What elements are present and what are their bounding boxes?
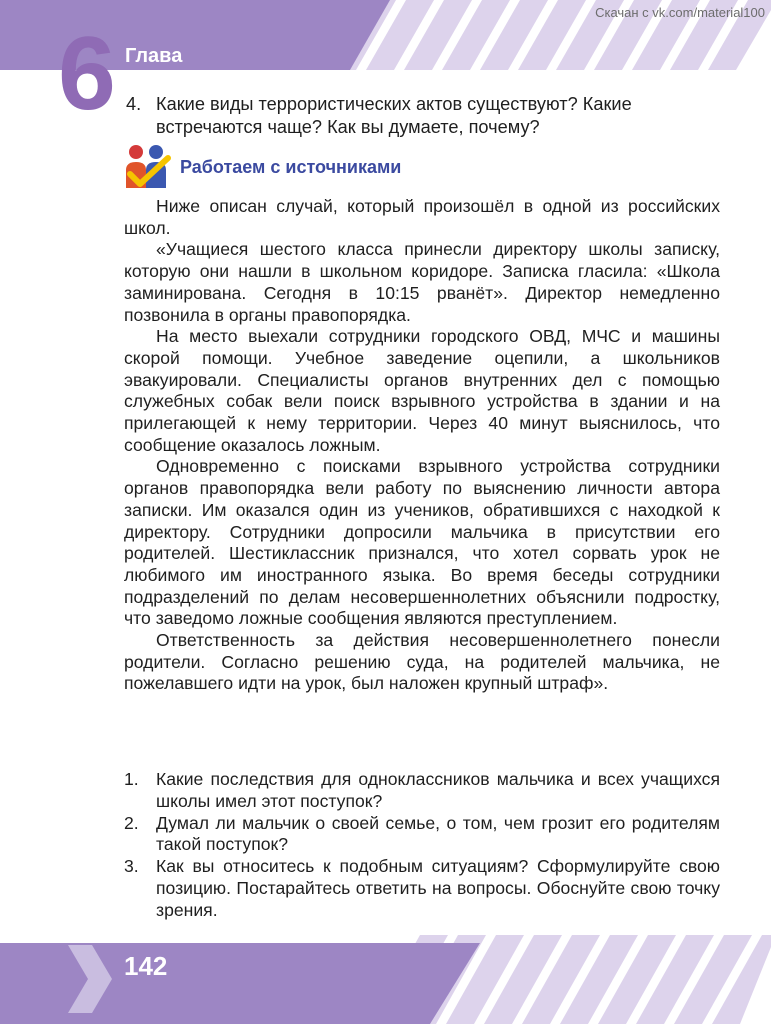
paragraph: «Учащиеся шестого класса принесли директору школы записку, которую они нашли в школьном коридоре. Записка гласила: «Школа заминирована. Сегодня в 10:15 рванёт». Директор немедленно позвонила в органы правопорядка. xyxy=(124,239,720,325)
chapter-number: 6 xyxy=(58,16,114,132)
question-text: Как вы относитесь к подобным ситуациям? Сформулируйте свою позицию. Постарайтесь ответить на вопросы. Обоснуйте свою точку зрения. xyxy=(156,856,720,920)
question-text: Какие последствия для одноклассников мальчика и всех учащихся школы имел этот поступок? xyxy=(156,769,720,811)
paragraph: Одновременно с поисками взрывного устройства сотрудники органов правопорядка вели работу по выяснению личности автора записки. Им оказался один из учеников, обратившихся с находкой к директору. Сотрудники допросили мальчика в присутствии его родителей. Шестиклассник признался, что хотел сорвать урок не любимого им иностранного языка. Во время беседы сотрудники подразделений по делам несовершеннолетних объяснили подростку, что заведомо ложные сообщения являются преступлением. xyxy=(124,456,720,629)
people-checkmark-icon xyxy=(124,144,172,190)
page-number: 142 xyxy=(124,951,168,981)
footer-decoration xyxy=(0,935,771,1024)
question-item xyxy=(124,856,720,921)
question-4 xyxy=(126,93,726,139)
sources-heading xyxy=(124,144,744,190)
paragraph: Ответственность за действия несовершеннолетнего понесли родители. Согласно решению суда, на родителей мальчика, не пожелавшего идти на урок, был наложен крупный штраф». xyxy=(124,630,720,694)
footer-band xyxy=(0,935,771,1024)
paragraph: На место выехали сотрудники городского ОВД, МЧС и машины скорой помощи. Учебное заведение оцепили, а школьников эвакуировали. Специалисты органов внутренних дел с помощью служебных собак вели поиск взрывного устройства в здании и на прилегающей к нему территории. Через 40 минут выяснилось, что сообщение оказалось ложным. xyxy=(124,326,720,455)
question-4-number: 4. xyxy=(126,94,142,114)
sources-title: Работаем с источниками xyxy=(180,157,402,177)
question-number: 3. xyxy=(124,856,139,877)
question-text: Думал ли мальчик о своей семье, о том, чем грозит его родителям такой поступок? xyxy=(156,812,720,855)
watermark: Скачан с vk.com/material100 xyxy=(595,5,765,20)
paragraph: Ниже описан случай, который произошёл в одной из российских школ. xyxy=(124,196,720,238)
questions-list xyxy=(124,769,720,922)
question-number: 2. xyxy=(124,812,139,833)
question-4-text: Какие виды террористических актов существуют? Какие встречаются чаще? Как вы думаете, почему? xyxy=(156,94,632,137)
source-text xyxy=(124,196,720,695)
question-number: 1. xyxy=(124,769,139,789)
question-item xyxy=(124,813,720,857)
chapter-label: Глава xyxy=(125,45,183,67)
question-item xyxy=(124,769,720,813)
